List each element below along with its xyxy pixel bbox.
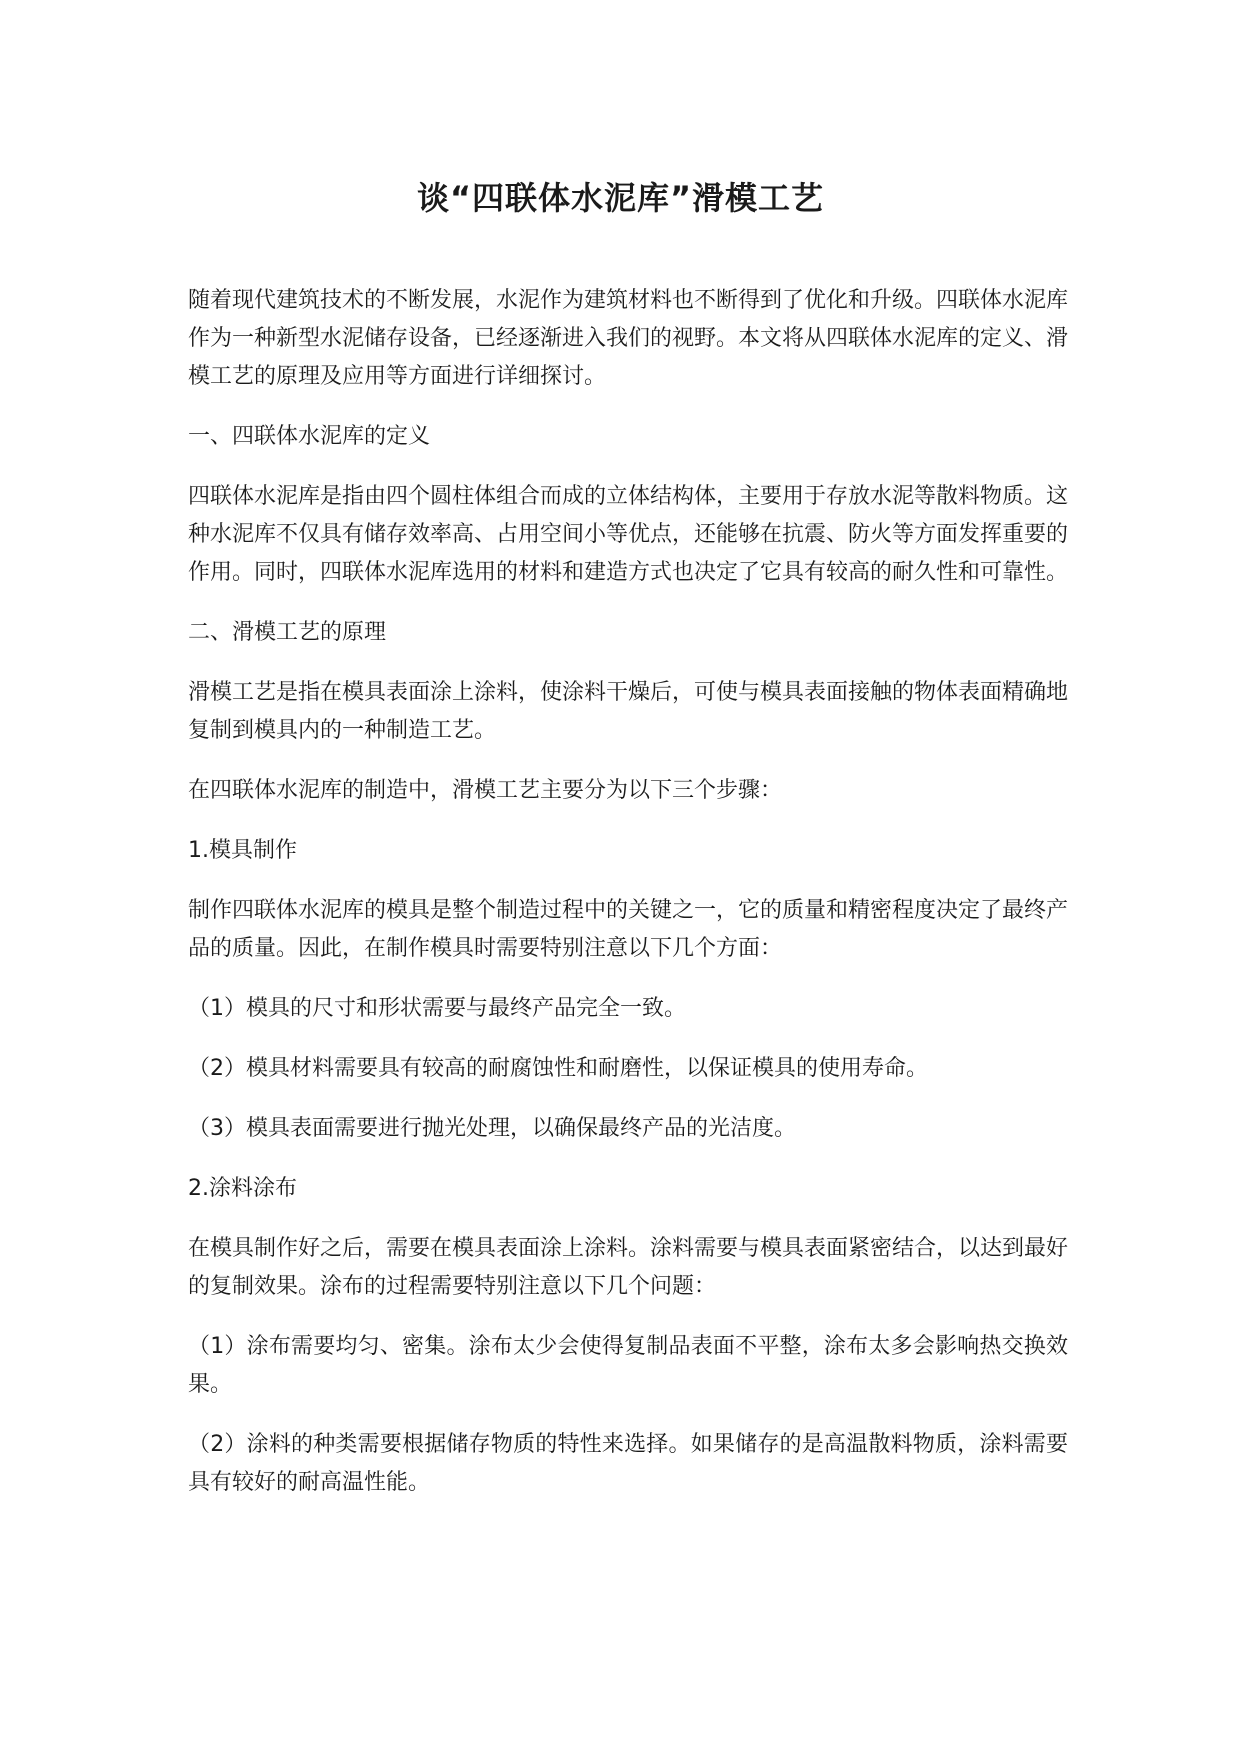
step-heading-mold: 1.模具制作: [188, 838, 297, 863]
section-heading-definition: 一、四联体水泥库的定义: [188, 424, 431, 449]
document-body: [188, 282, 1068, 1524]
mold-point-1: （1）模具的尺寸和形状需要与最终产品完全一致。: [188, 996, 686, 1021]
steps-intro-paragraph: 在四联体水泥库的制造中，滑模工艺主要分为以下三个步骤：: [188, 778, 783, 803]
principle-paragraph: 滑模工艺是指在模具表面涂上涂料，使涂料干燥后，可使与模具表面接触的物体表面精确地复制到模具内的一种制造工艺。: [188, 680, 1069, 743]
mold-paragraph: 制作四联体水泥库的模具是整个制造过程中的关键之一，它的质量和精密程度决定了最终产品的质量。因此，在制作模具时需要特别注意以下几个方面：: [188, 898, 1069, 961]
mold-point-2: （2）模具材料需要具有较高的耐腐蚀性和耐磨性，以保证模具的使用寿命。: [188, 1056, 928, 1081]
coating-point-2: （2）涂料的种类需要根据储存物质的特性来选择。如果储存的是高温散料物质，涂料需要具有较好的耐高温性能。: [188, 1432, 1068, 1495]
document-title: 谈“四联体水泥库”滑模工艺: [416, 179, 825, 217]
coating-paragraph: 在模具制作好之后，需要在模具表面涂上涂料。涂料需要与模具表面紧密结合，以达到最好的复制效果。涂布的过程需要特别注意以下几个问题：: [188, 1236, 1069, 1299]
coating-point-1: （1）涂布需要均匀、密集。涂布太少会使得复制品表面不平整，涂布太多会影响热交换效果。: [188, 1334, 1068, 1397]
definition-paragraph: 四联体水泥库是指由四个圆柱体组合而成的立体结构体，主要用于存放水泥等散料物质。这种水泥库不仅具有储存效率高、占用空间小等优点，还能够在抗震、防火等方面发挥重要的作用。同时，四联体水泥库选用的材料和建造方式也决定了它具有较高的耐久性和可靠性。: [188, 484, 1069, 585]
step-heading-coating: 2.涂料涂布: [188, 1176, 297, 1201]
section-heading-principle: 二、滑模工艺的原理: [188, 620, 387, 645]
mold-point-3: （3）模具表面需要进行抛光处理，以确保最终产品的光洁度。: [188, 1116, 796, 1141]
intro-paragraph: 随着现代建筑技术的不断发展，水泥作为建筑材料也不断得到了优化和升级。四联体水泥库作为一种新型水泥储存设备，已经逐渐进入我们的视野。本文将从四联体水泥库的定义、滑模工艺的原理及应用等方面进行详细探讨。: [188, 288, 1069, 389]
